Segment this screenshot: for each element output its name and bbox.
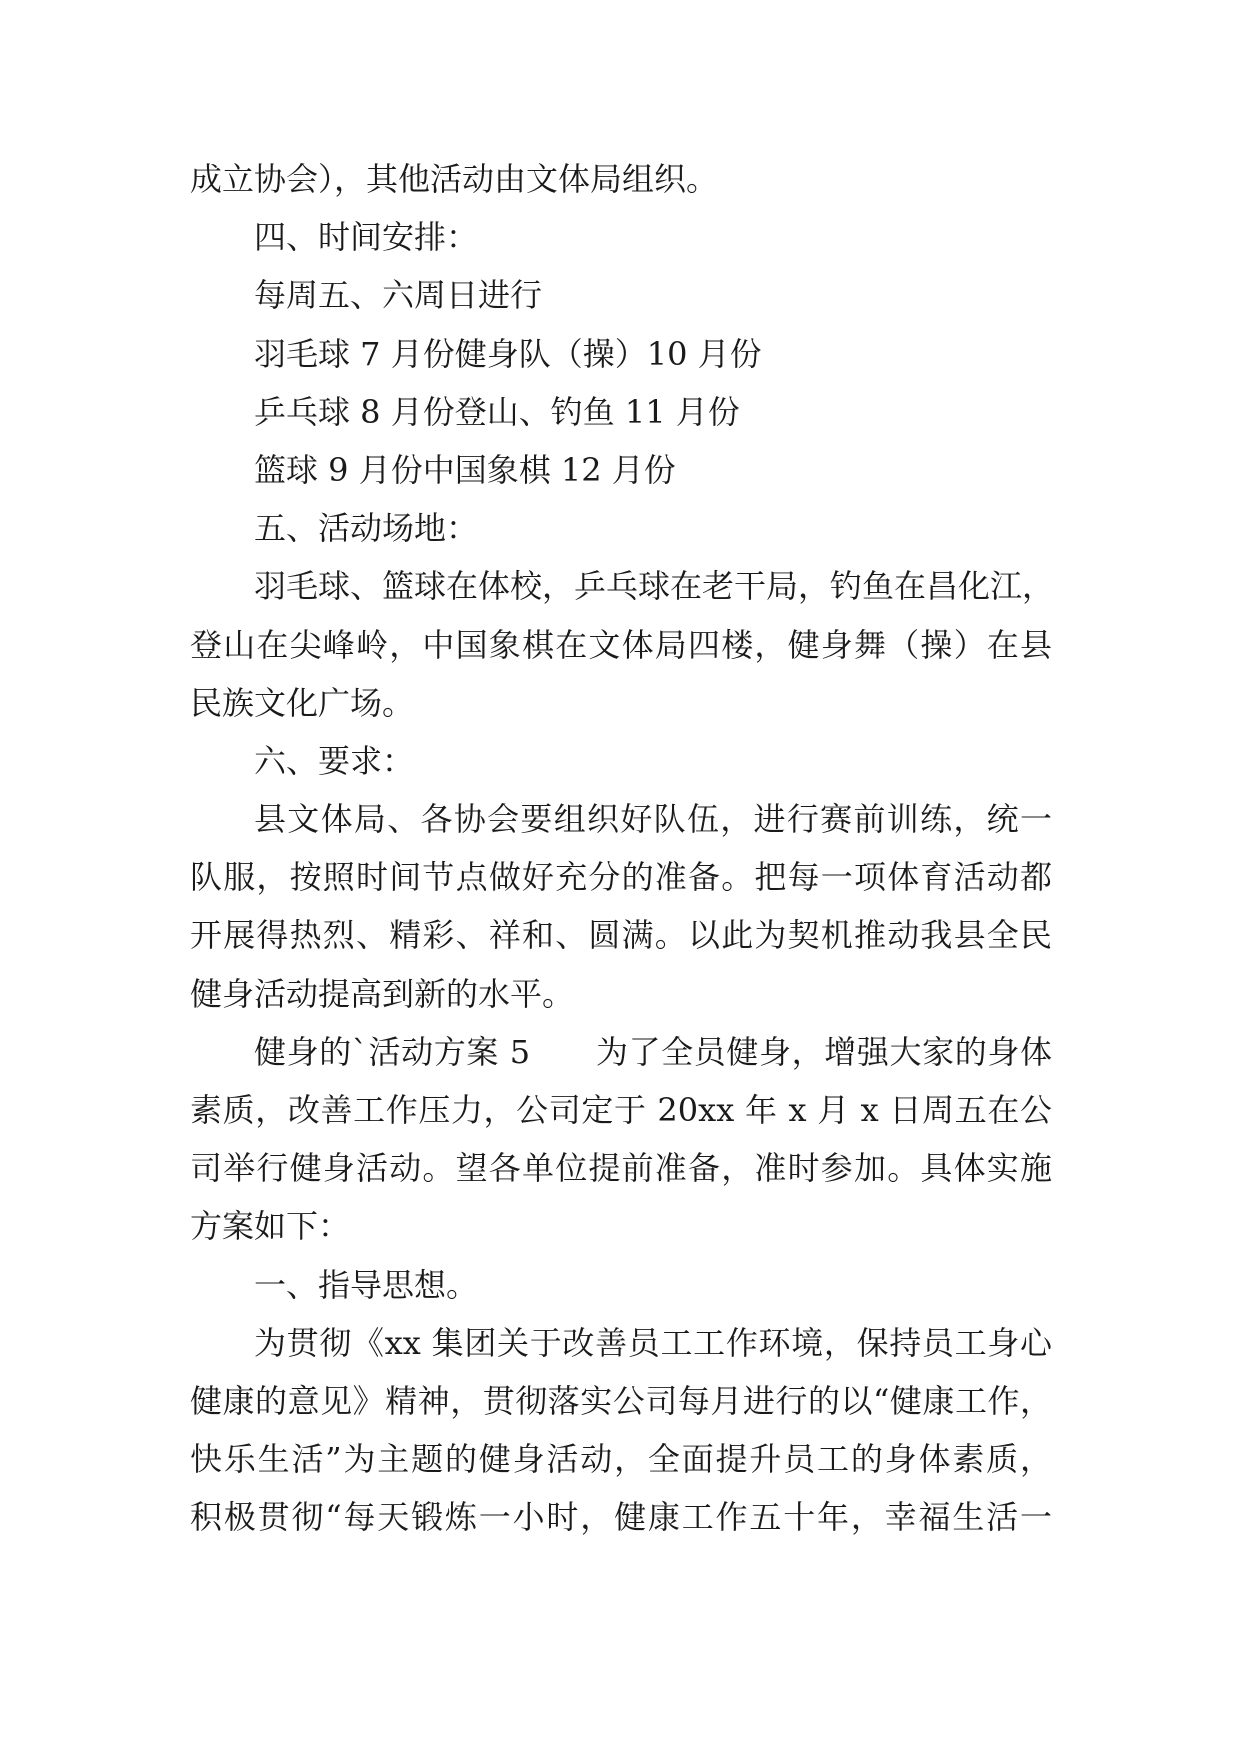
text-line: 民族文化广场。 bbox=[190, 683, 415, 722]
section-heading: 五、活动场地： bbox=[254, 509, 479, 548]
text-line: 快乐生活”为主题的健身活动，全面提升员工的身体素质， bbox=[190, 1440, 1052, 1479]
text-line: 登山在尖峰岭，中国象棋在文体局四楼，健身舞（操）在县 bbox=[190, 625, 1052, 664]
text-line: 司举行健身活动。望各单位提前准备，准时参加。具体实施 bbox=[190, 1149, 1052, 1188]
text-line: 健身活动提高到新的水平。 bbox=[190, 974, 575, 1013]
text-line: 羽毛球 7 月份健身队（操）10 月份 bbox=[254, 334, 762, 373]
text-line: 成立协会），其他活动由文体局组织。 bbox=[190, 160, 719, 198]
text-line: 乒乓球 8 月份登山、钓鱼 11 月份 bbox=[254, 392, 740, 431]
document-body bbox=[190, 150, 1055, 1547]
text-line: 每周五、六周日进行 bbox=[254, 276, 543, 315]
section-heading: 一、指导思想。 bbox=[254, 1265, 479, 1304]
text-line: 队服，按照时间节点做好充分的准备。把每一项体育活动都 bbox=[190, 858, 1052, 897]
section-heading: 六、要求： bbox=[254, 741, 415, 780]
section-heading: 四、时间安排： bbox=[254, 218, 479, 257]
text-line: 方案如下： bbox=[190, 1207, 351, 1246]
text-line: 积极贯彻“每天锻炼一小时，健康工作五十年，幸福生活一 bbox=[190, 1498, 1052, 1537]
text-line: 健康的意见》精神，贯彻落实公司每月进行的以“健康工作， bbox=[190, 1381, 1052, 1420]
text-line: 开展得热烈、精彩、祥和、圆满。以此为契机推动我县全民 bbox=[190, 916, 1052, 955]
text-line: 篮球 9 月份中国象棋 12 月份 bbox=[254, 450, 676, 489]
text-line: 素质，改善工作压力，公司定于 20xx 年 x 月 x 日周五在公 bbox=[190, 1091, 1052, 1129]
text-line: 为贯彻《xx 集团关于改善员工工作环境，保持员工身心 bbox=[254, 1323, 1052, 1362]
text-line: 县文体局、各协会要组织好队伍，进行赛前训练，统一 bbox=[254, 800, 1052, 839]
text-line: 健身的`活动方案 5 为了全员健身，增强大家的身体 bbox=[254, 1032, 1052, 1071]
text-line: 羽毛球、篮球在体校，乒乓球在老干局，钓鱼在昌化江， bbox=[254, 567, 1055, 606]
